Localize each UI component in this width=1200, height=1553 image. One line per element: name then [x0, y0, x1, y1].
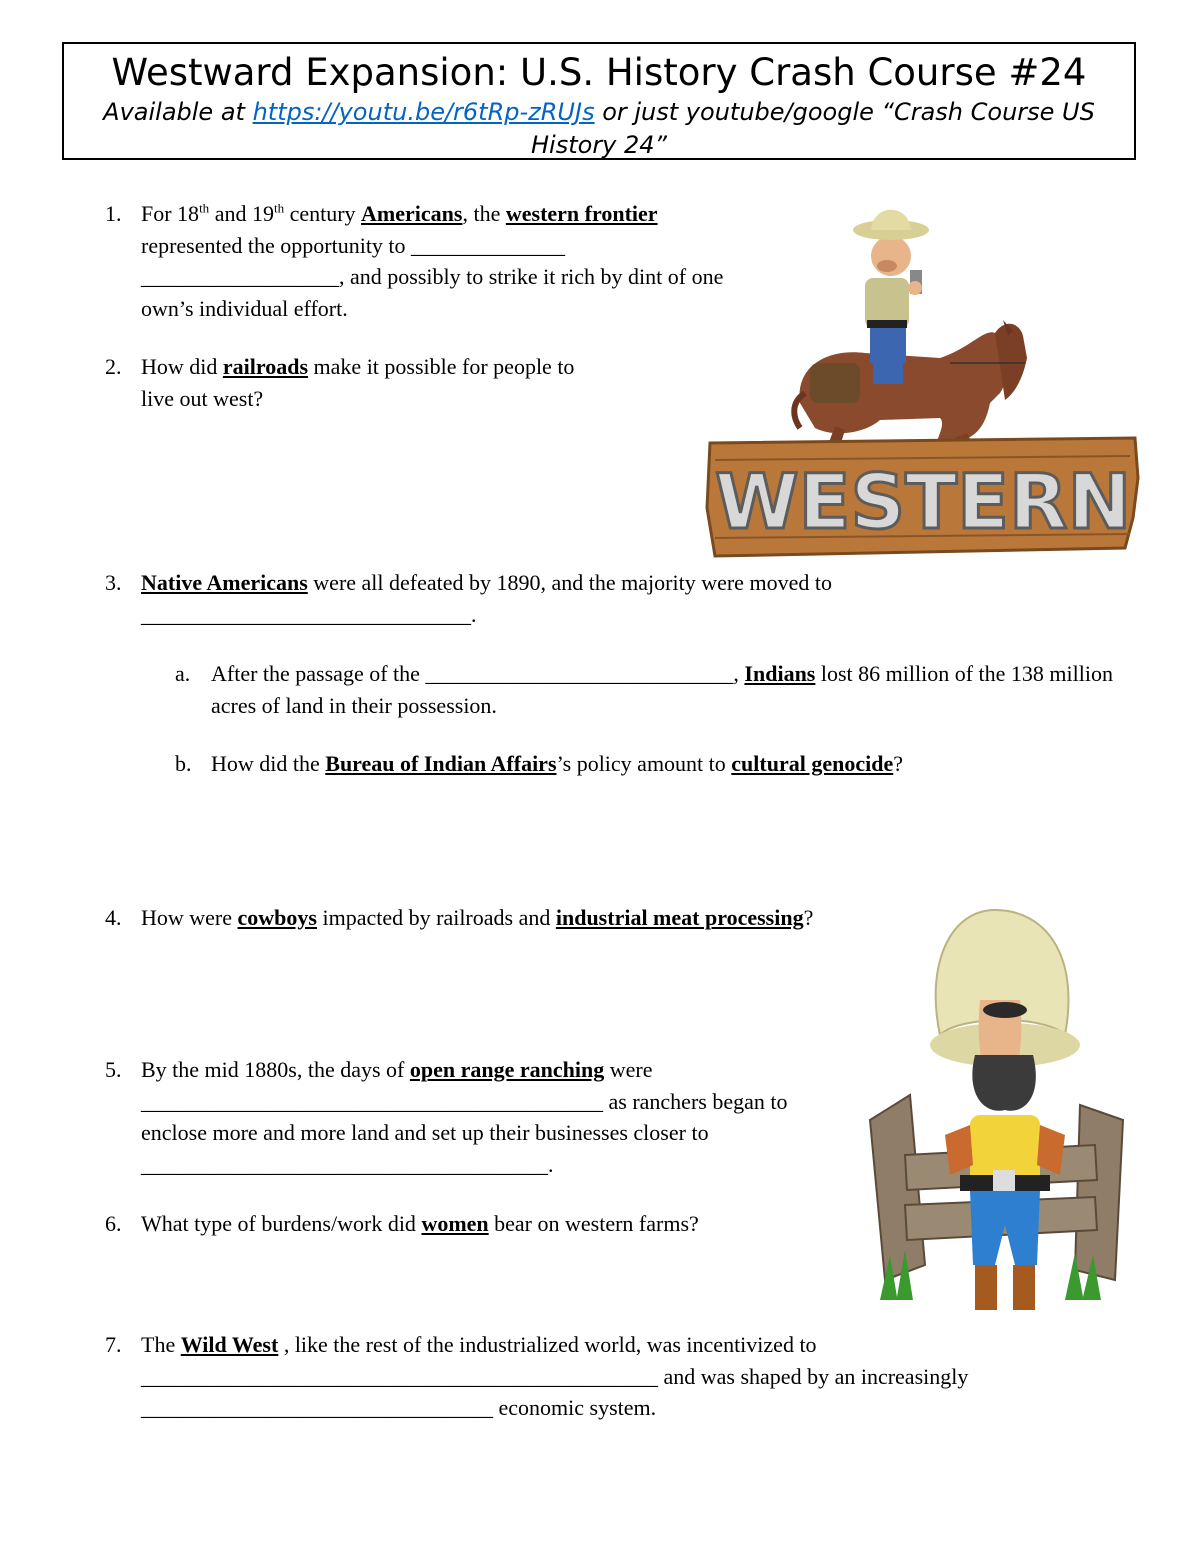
- q3b-text-2: ’s policy amount to: [556, 751, 732, 776]
- question-1-number: 1.: [105, 201, 122, 226]
- question-3a: [211, 658, 1131, 721]
- q1-keyword-americans: Americans: [361, 201, 463, 226]
- q3a-text-1: After the passage of the ____________________________,: [211, 661, 745, 686]
- q3b-text-3: ?: [893, 751, 903, 776]
- cowboy-figure-illustration: [930, 910, 1080, 1310]
- q7-keyword-wild-west: Wild West: [180, 1332, 279, 1357]
- question-6-number: 6.: [105, 1211, 122, 1236]
- question-2-number: 2.: [105, 354, 122, 379]
- q5-keyword-open-range: open range ranching: [409, 1057, 605, 1082]
- question-2: [141, 351, 591, 414]
- q7-text-1: The: [141, 1332, 181, 1357]
- availability-note: [64, 96, 1134, 162]
- q6-text-2: bear on western farms?: [488, 1211, 699, 1236]
- western-sign-text: WESTERN: [714, 457, 1132, 546]
- q4-text-3: ?: [803, 905, 814, 930]
- q3b-keyword-cultural-genocide: cultural genocide: [731, 751, 894, 776]
- question-3-number: 3.: [105, 570, 122, 595]
- question-5-number: 5.: [105, 1057, 122, 1082]
- q1-sup-1: th: [199, 200, 210, 216]
- question-7: [141, 1329, 1111, 1424]
- q3b-keyword-bureau: Bureau of Indian Affairs: [325, 751, 557, 776]
- saddlebag-shape: [810, 363, 860, 403]
- q1-text-2: and 19: [209, 201, 274, 226]
- q1-text-1: For 18: [141, 201, 200, 226]
- question-3a-letter: a.: [175, 661, 191, 686]
- q3a-text-2: lost 86 million of the 138 million acres of land in their possession.: [211, 661, 1113, 718]
- q4-keyword-cowboys: cowboys: [237, 905, 317, 930]
- video-link[interactable]: https://youtu.be/r6tRp-zRUJs: [252, 98, 595, 126]
- q4-text-1: How were: [141, 905, 238, 930]
- q1-text-4: , the: [462, 201, 506, 226]
- availability-suffix: or just youtube/google “Crash Course US History 24”: [531, 98, 1095, 159]
- q2-text-2: make it possible for people to live out west?: [141, 354, 575, 411]
- question-3b-letter: b.: [175, 751, 192, 776]
- q3b-text-1: How did the: [211, 751, 326, 776]
- western-sign: [707, 438, 1138, 556]
- q3-text-1: were all defeated by 1890, and the majority were moved to ______________________________.: [141, 570, 832, 627]
- q5-text-1: By the mid 1880s, the days of: [141, 1057, 410, 1082]
- question-3: [141, 567, 1041, 630]
- page-title: Westward Expansion: U.S. History Crash Course #24: [111, 51, 1087, 94]
- question-4: [141, 902, 861, 934]
- q3-keyword-native-americans: Native Americans: [141, 570, 308, 595]
- q2-text-1: How did: [141, 354, 223, 379]
- q1-keyword-western-frontier: western frontier: [505, 201, 658, 226]
- q1-text-3: century: [284, 201, 362, 226]
- question-3b: [211, 748, 1131, 780]
- question-7-number: 7.: [105, 1332, 122, 1357]
- q1-sup-2: th: [273, 200, 285, 216]
- question-5: [141, 1054, 841, 1180]
- title-box: [62, 42, 1136, 160]
- q2-keyword-railroads: railroads: [222, 354, 309, 379]
- q3a-keyword-indians: Indians: [744, 661, 816, 686]
- question-4-number: 4.: [105, 905, 122, 930]
- q4-text-2: impacted by railroads and: [316, 905, 556, 930]
- cowboy-at-fence-image: [865, 905, 1140, 1325]
- availability-prefix: Available at: [103, 98, 253, 126]
- q5-text-2: were __________________________________________ as ranchers began to enclose more and more land and set up their businesses closer to _____________________________________.: [141, 1057, 788, 1177]
- q7-text-2: , like the rest of the industrialized world, was incentivized to _______________________________________________ and was shaped by an increasingly ________________________________ economic system.: [141, 1332, 969, 1420]
- q6-text-1: What type of burdens/work did: [141, 1211, 422, 1236]
- q4-keyword-industrial-meat: industrial meat processing: [555, 905, 804, 930]
- q1-text-5: represented the opportunity to ______________ __________________, and possibly to strike it rich by dint of one own’s individual effort.: [141, 232, 724, 321]
- q6-keyword-women: women: [421, 1211, 489, 1236]
- question-1: [141, 198, 743, 324]
- question-6: [141, 1208, 861, 1240]
- cowboy-on-horse-western-sign-image: [705, 188, 1140, 558]
